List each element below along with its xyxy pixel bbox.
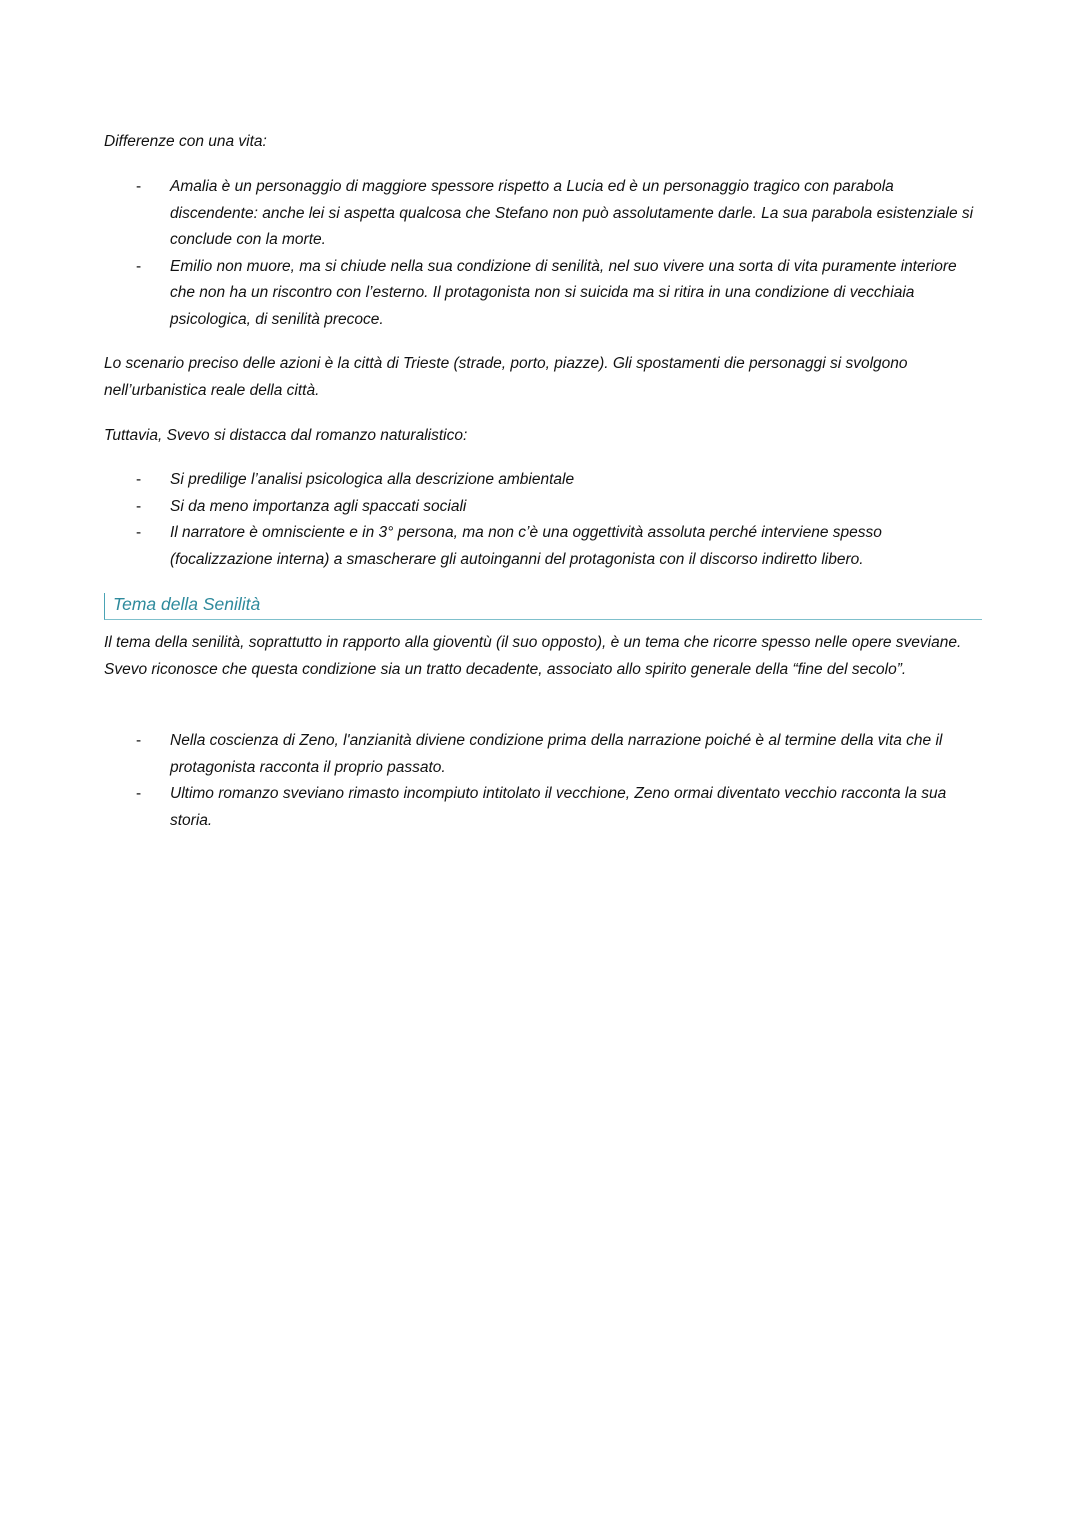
bullet-dash: - (136, 257, 142, 275)
list-item-text: Nella coscienza di Zeno, l'anzianità diviene condizione prima della narrazione poiché è al termine della vita che il protagonista racconta il proprio passato. (170, 732, 943, 776)
list-item (104, 781, 984, 834)
list-item-text: Il narratore è omnisciente e in 3° persona, ma non c’è una oggettività assoluta perché interviene spesso (focalizzazione interna) a smascherare gli autoinganni del protagonista con il discorso indiretto libero. (170, 524, 882, 568)
differences-list (104, 174, 984, 333)
bullet-dash: - (136, 524, 142, 541)
bullet-dash: - (136, 732, 142, 749)
naturalism-intro: Tuttavia, Svevo si distacca dal romanzo naturalistico: (104, 427, 468, 444)
list-item-text: Emilio non muore, ma si chiude nella sua condizione di senilità, nel suo vivere una sorta di vita puramente interiore che non ha un riscontro con l’esterno. Il protagonista non si suicida ma si ritira in una condizione di vecchiaia psicologica, di senilità precoce. (170, 257, 957, 328)
section-heading-text: Tema della Senilità (113, 594, 261, 614)
senilita-list (104, 728, 984, 834)
differences-intro: Differenze con una vita: (104, 133, 267, 150)
list-item (104, 254, 984, 334)
list-item (104, 494, 984, 521)
list-item-text: Ultimo romanzo sveviano rimasto incompiuto intitolato il vecchione, Zeno ormai diventato vecchio racconta la sua storia. (170, 785, 947, 829)
list-item (104, 174, 984, 254)
senilita-paragraph: Il tema della senilità, soprattutto in rapporto alla gioventù (il suo opposto), è un tema che ricorre spesso nelle opere sveviane. Svevo riconosce che questa condizione sia un tratto decadente, associato allo spirito generale della “fine del secolo”. (104, 634, 962, 678)
section-heading (104, 593, 982, 620)
bullet-dash: - (136, 178, 142, 195)
scenario-paragraph: Lo scenario preciso delle azioni è la città di Trieste (strade, porto, piazze). Gli spostamenti die personaggi si svolgono nell’urbanistica reale della città. (104, 355, 908, 399)
bullet-dash: - (136, 471, 142, 488)
naturalism-list (104, 467, 984, 573)
list-item-text: Si da meno importanza agli spaccati sociali (170, 497, 467, 515)
list-item (104, 467, 984, 494)
bullet-dash: - (136, 497, 142, 515)
list-item-text: Amalia è un personaggio di maggiore spessore rispetto a Lucia ed è un personaggio tragico con parabola discendente: anche lei si aspetta qualcosa che Stefano non può assolutamente darle. La sua parabola esistenziale si conclude con la morte. (170, 178, 974, 248)
list-item (104, 520, 984, 573)
list-item (104, 728, 984, 781)
list-item-text: Si predilige l’analisi psicologica alla descrizione ambientale (170, 471, 575, 488)
bullet-dash: - (136, 785, 142, 802)
